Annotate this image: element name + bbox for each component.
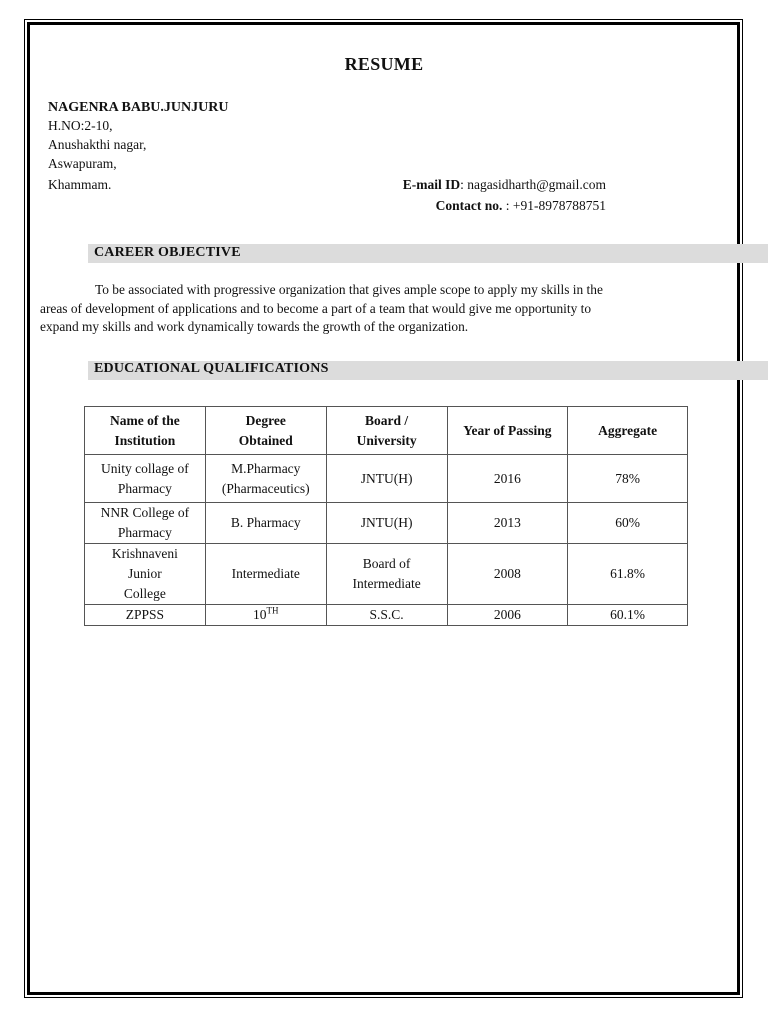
header-aggregate: Aggregate bbox=[568, 407, 688, 455]
email-label: E-mail ID bbox=[402, 177, 461, 192]
address-line-2: Anushakthi nagar, bbox=[48, 137, 147, 152]
candidate-name: NAGENRA BABU.JUNJURU bbox=[48, 100, 229, 115]
cell-year: 2016 bbox=[447, 455, 568, 503]
document-title: RESUME bbox=[344, 54, 424, 74]
cell-institution: ZPPSS bbox=[85, 605, 206, 626]
educational-qualifications-heading: EDUCATIONAL QUALIFICATIONS bbox=[94, 361, 329, 376]
cell-year: 2008 bbox=[447, 544, 568, 605]
cell-board: Board of Intermediate bbox=[326, 544, 447, 605]
address-line-1: H.NO:2-10, bbox=[48, 118, 113, 133]
career-objective-text bbox=[40, 281, 680, 337]
contact-line bbox=[436, 198, 606, 214]
table-header-row bbox=[85, 407, 688, 455]
header-board: Board / University bbox=[326, 407, 447, 455]
header-year: Year of Passing bbox=[447, 407, 568, 455]
table-row bbox=[85, 605, 688, 626]
header-institution: Name of the Institution bbox=[85, 407, 206, 455]
email-line bbox=[403, 177, 606, 193]
cell-degree: B. Pharmacy bbox=[205, 503, 326, 544]
cell-degree: 10TH bbox=[205, 605, 326, 626]
career-line-1: To be associated with progressive organization that gives ample scope to apply my skills in the bbox=[95, 282, 603, 297]
cell-aggregate: 60.1% bbox=[568, 605, 688, 626]
table-row bbox=[85, 503, 688, 544]
cell-board: JNTU(H) bbox=[326, 503, 447, 544]
career-line-2: areas of development of applications and to become a part of a team that would give me opportunity to bbox=[40, 300, 592, 316]
contact-label: Contact no. bbox=[435, 198, 503, 213]
cell-degree: Intermediate bbox=[205, 544, 326, 605]
contact-value: : +91-8978788751 bbox=[502, 198, 606, 213]
cell-institution: NNR College of Pharmacy bbox=[85, 503, 206, 544]
cell-institution: Krishnaveni Junior College bbox=[85, 544, 206, 605]
education-table bbox=[84, 406, 688, 626]
cell-aggregate: 60% bbox=[568, 503, 688, 544]
address-line-3: Aswapuram, bbox=[48, 156, 117, 171]
cell-year: 2006 bbox=[447, 605, 568, 626]
cell-aggregate: 61.8% bbox=[568, 544, 688, 605]
table-row bbox=[85, 455, 688, 503]
cell-year: 2013 bbox=[447, 503, 568, 544]
career-objective-heading: CAREER OBJECTIVE bbox=[94, 245, 241, 260]
address-line-4: Khammam. bbox=[48, 177, 112, 192]
cell-institution: Unity collage of Pharmacy bbox=[85, 455, 206, 503]
career-line-3: expand my skills and work dynamically towards the growth of the organization. bbox=[40, 319, 469, 334]
header-degree: Degree Obtained bbox=[205, 407, 326, 455]
cell-board: S.S.C. bbox=[326, 605, 447, 626]
cell-board: JNTU(H) bbox=[326, 455, 447, 503]
email-value: : nagasidharth@gmail.com bbox=[460, 177, 606, 192]
table-row bbox=[85, 544, 688, 605]
cell-degree: M.Pharmacy (Pharmaceutics) bbox=[205, 455, 326, 503]
cell-aggregate: 78% bbox=[568, 455, 688, 503]
